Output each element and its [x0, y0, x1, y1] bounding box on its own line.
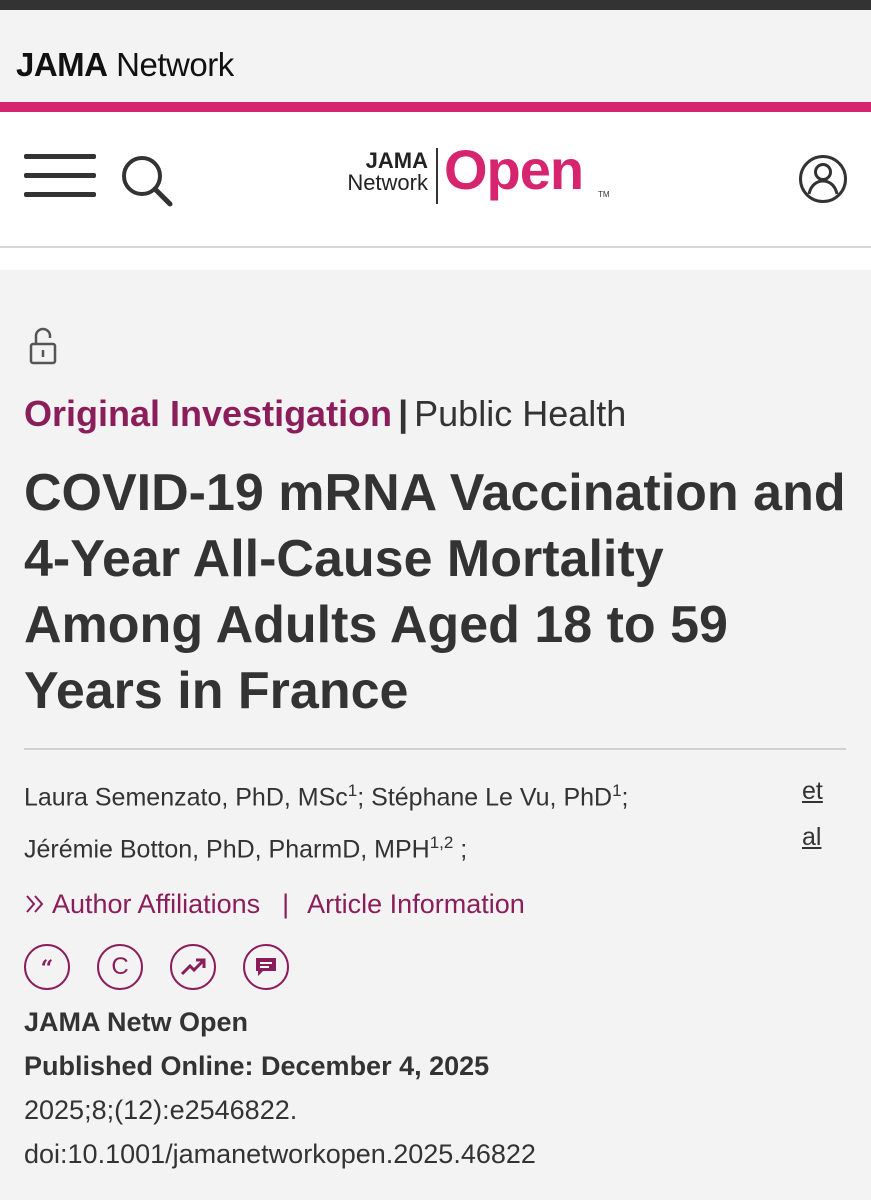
- links-separator: |: [282, 889, 290, 919]
- category-separator: |: [398, 393, 409, 434]
- network-bar: [0, 10, 871, 102]
- jama-network-open-logo[interactable]: [330, 138, 620, 206]
- header-spacer: [0, 248, 871, 270]
- author-list: [24, 768, 764, 873]
- author-name[interactable]: Jérémie Botton, PhD, PharmD, MPH: [24, 835, 430, 864]
- citation-volume: 2025;8;(12):e2546822.: [24, 1095, 298, 1125]
- jama-network-logo[interactable]: [16, 48, 234, 81]
- author-affiliation-ref: 1,2: [429, 833, 454, 853]
- journal-name: JAMA Netw Open: [24, 1007, 249, 1037]
- user-account-icon[interactable]: [798, 154, 848, 204]
- brand-open: Open: [444, 138, 584, 201]
- quote-glyph: “: [40, 956, 54, 982]
- author-separator: ;: [453, 835, 468, 864]
- citation-block: [24, 1000, 536, 1176]
- author-affiliation-ref: 1: [347, 781, 358, 800]
- search-icon[interactable]: [120, 154, 174, 208]
- category-secondary[interactable]: Public Health: [414, 393, 627, 434]
- article-title: COVID-19 mRNA Vaccination and 4-Year All-Cause Mortality Among Adults Aged 18 to 59 Years in France: [24, 464, 846, 720]
- author-name[interactable]: Laura Semenzato, PhD, MSc: [24, 783, 348, 812]
- top-strip: [0, 0, 871, 10]
- logo-regular: Network: [107, 46, 234, 83]
- brand-jama: JAMA: [365, 148, 428, 173]
- brand-divider: [436, 148, 438, 204]
- doi[interactable]: doi:10.1001/jamanetworkopen.2025.46822: [24, 1139, 536, 1169]
- pink-rule: [0, 102, 871, 112]
- category-primary[interactable]: Original Investigation: [24, 393, 393, 434]
- article-information-link[interactable]: Article Information: [307, 889, 525, 919]
- author-affiliations-link[interactable]: [24, 889, 260, 919]
- article-links: [24, 884, 525, 924]
- author-name[interactable]: Stéphane Le Vu, PhD: [371, 783, 613, 812]
- article-header: [0, 270, 871, 1200]
- comment-icon[interactable]: [243, 944, 289, 990]
- double-chevron-right-icon: [24, 893, 46, 915]
- author-separator: ;: [621, 783, 629, 812]
- et-al-line-1: et: [802, 777, 823, 805]
- quote-cite-icon[interactable]: [24, 944, 70, 990]
- logo-bold: JAMA: [16, 46, 108, 83]
- site-header: [0, 112, 871, 248]
- brand-network: Network: [347, 170, 428, 195]
- trending-metrics-icon[interactable]: [170, 944, 216, 990]
- et-al-line-2: al: [802, 823, 822, 851]
- copyright-permissions-icon[interactable]: [97, 944, 143, 990]
- article-category: [24, 392, 626, 436]
- hamburger-menu-icon[interactable]: [24, 154, 96, 198]
- author-affiliations-label: Author Affiliations: [52, 889, 261, 919]
- brand-tm: TM: [598, 190, 610, 199]
- author-affiliation-ref: 1: [612, 781, 622, 800]
- et-al-link[interactable]: [802, 768, 842, 860]
- permissions-glyph: C: [111, 953, 129, 980]
- unlocked-padlock-icon: [28, 326, 58, 366]
- divider: [24, 748, 846, 750]
- author-separator: ;: [357, 783, 372, 812]
- published-date: Published Online: December 4, 2025: [24, 1051, 490, 1081]
